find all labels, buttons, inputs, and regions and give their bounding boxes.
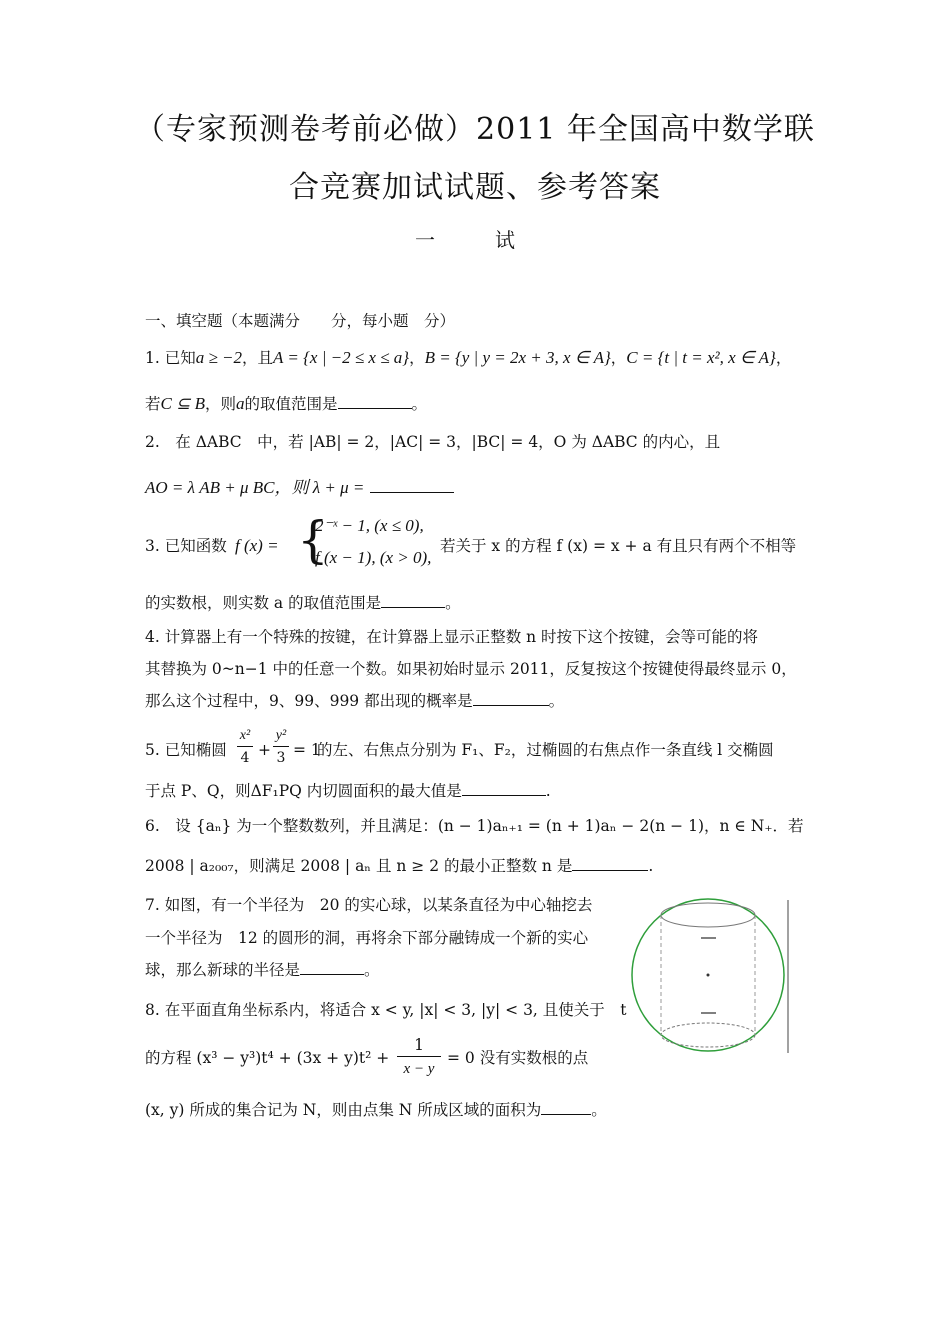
question-1-line-1 [145, 346, 791, 370]
q5-frac-2-den: 3 [276, 750, 286, 766]
question-6-line-2 [145, 854, 653, 878]
q1-l2-prefix: 若 [145, 395, 161, 413]
question-2-line-1: 2. 在 ΔABC 中，若 |AB| = 2，|AC| = 3，|BC| = 4，O 为 ΔABC 的内心，且 [145, 433, 721, 451]
sphere-figure [630, 895, 795, 1065]
q1-text-3: ， [610, 349, 627, 367]
q1-math-subset: C ⊆ B [160, 394, 205, 413]
q6-end: . [648, 857, 654, 875]
q1-l2-text-2: 的取值范围是 [244, 395, 338, 413]
subtitle: 一 试 [415, 228, 535, 252]
q5-frac-1-den: 4 [240, 750, 250, 766]
q1-math-a: a ≥ −2 [195, 348, 243, 367]
q5-frac-2-num: y² [273, 726, 289, 747]
q8-end: 。 [591, 1101, 607, 1119]
q3-case-2: f (x − 1), (x > 0), [315, 548, 432, 567]
section-header: 一、填空题（本题满分 分，每小题 分） [145, 312, 456, 330]
q8-l3: (x, y) 所成的集合记为 N，则由点集 N 所成区域的面积为 [145, 1101, 542, 1119]
q5-l2: 于点 P、Q，则ΔF₁PQ 内切圆面积的最大值是 [145, 782, 462, 800]
q4-end: 。 [548, 692, 565, 710]
q7-end: 。 [364, 961, 380, 979]
q1-l2-text-1: ，则 [204, 395, 236, 413]
title-line-2: 合竞赛加试试题、参考答案 [289, 170, 661, 205]
question-8-line-3 [145, 1098, 607, 1122]
q1-text-2: ， [409, 349, 425, 367]
question-8-line-1: 8. 在平面直角坐标系内，将适合 x < y, |x| < 3, |y| < 3, 且使关于 t [145, 1001, 627, 1019]
q5-frac-1-num: x² [237, 726, 253, 747]
q3-post: 若关于 x 的方程 f (x) = x + a 有且只有两个不相等 [440, 537, 797, 555]
q1-math-set-c: C = {t | t = x², x ∈ A} [626, 348, 776, 367]
q5-frac-2 [273, 726, 289, 769]
q8-frac [397, 1034, 441, 1081]
q3-end: 。 [445, 594, 461, 612]
q1-math-set-a: A = {x | −2 ≤ x ≤ a} [273, 348, 410, 367]
question-5-line-2 [145, 779, 551, 803]
q8-l2-pre: 的方程 (x³ − y³)t⁴ + (3x + y)t² + [145, 1049, 390, 1067]
q1-math-set-b: B = {y | y = 2x + 3, x ∈ A} [424, 348, 611, 367]
q3-brace: { [297, 511, 329, 569]
q3-prefix: 3. 已知函数 [145, 537, 227, 555]
question-4-line-1: 4. 计算器上有一个特殊的按键，在计算器上显示正整数 n 时按下这个按键，会等可能的将 [145, 628, 759, 646]
answer-blank[interactable] [462, 781, 546, 796]
q2-equation: AO = λ AB + μ BC，则 λ + μ = [145, 478, 365, 497]
answer-blank[interactable] [572, 856, 648, 871]
q3-l2: 的实数根，则实数 a 的取值范围是 [145, 594, 382, 612]
question-4-line-3 [145, 689, 564, 713]
q5-end: . [545, 782, 551, 800]
answer-blank[interactable] [381, 593, 445, 608]
q1-end: 。 [411, 395, 428, 413]
question-7-line-3 [145, 958, 380, 982]
q7-l3: 球，那么新球的半径是 [145, 961, 301, 979]
q3-fx: f (x) = [235, 536, 279, 555]
question-1-line-2 [145, 392, 427, 416]
question-6-line-1: 6. 设 {aₙ} 为一个整数数列，并且满足：(n − 1)aₙ₊₁ = (n + 1)aₙ − 2(n − 1)，n ∈ N₊．若 [145, 817, 804, 835]
q6-l2: 2008 | a₂₀₀₇，则满足 2008 | aₙ 且 n ≥ 2 的最小正整数 n 是 [145, 857, 573, 875]
title-line-1: （专家预测卷考前必做）2011 年全国高中数学联 [135, 112, 815, 147]
q1-text-1: ，且 [242, 349, 274, 367]
q4-l3: 那么这个过程中，9、99、999 都出现的概率是 [145, 692, 473, 710]
q5-plus: + [258, 741, 271, 759]
cylinder-top-ellipse [661, 903, 755, 927]
question-7-line-2: 一个半径为 12 的圆形的洞，再将余下部分融铸成一个新的实心 [145, 929, 589, 947]
center-point [707, 974, 710, 977]
question-2-line-2 [145, 476, 454, 500]
question-7-line-1: 7. 如图，有一个半径为 20 的实心球，以某条直径为中心轴挖去 [145, 896, 593, 914]
q8-frac-den: x − y [403, 1061, 435, 1077]
q5-eq: = 1 [293, 741, 321, 759]
question-8-line-2 [145, 1034, 625, 1082]
sphere-figure-svg [630, 895, 795, 1065]
answer-blank[interactable] [541, 1100, 591, 1115]
q5-prefix: 5. 已知椭圆 [145, 741, 227, 759]
answer-blank[interactable] [370, 478, 454, 493]
answer-blank[interactable] [300, 960, 364, 975]
answer-blank[interactable] [473, 691, 549, 706]
question-4-line-2: 其替换为 0~n−1 中的任意一个数。如果初始时显示 2011，反复按这个按键使得最终显示 0， [145, 660, 797, 678]
question-3-line-2 [145, 591, 461, 615]
q3-case-1: 2⁻ˣ − 1, (x ≤ 0), [315, 516, 424, 535]
q1-prefix: 1. 已知 [145, 349, 196, 367]
q1-math-var: a [236, 394, 245, 413]
q8-frac-num: 1 [397, 1034, 441, 1057]
q5-frac-1 [237, 726, 253, 769]
q1-text-4: ， [775, 349, 792, 367]
q5-post: 的左、右焦点分别为 F₁、F₂，过椭圆的右焦点作一条直线 l 交椭圆 [317, 741, 774, 759]
answer-blank[interactable] [338, 394, 412, 409]
q8-l2-post: = 0 没有实数根的点 [447, 1049, 589, 1067]
